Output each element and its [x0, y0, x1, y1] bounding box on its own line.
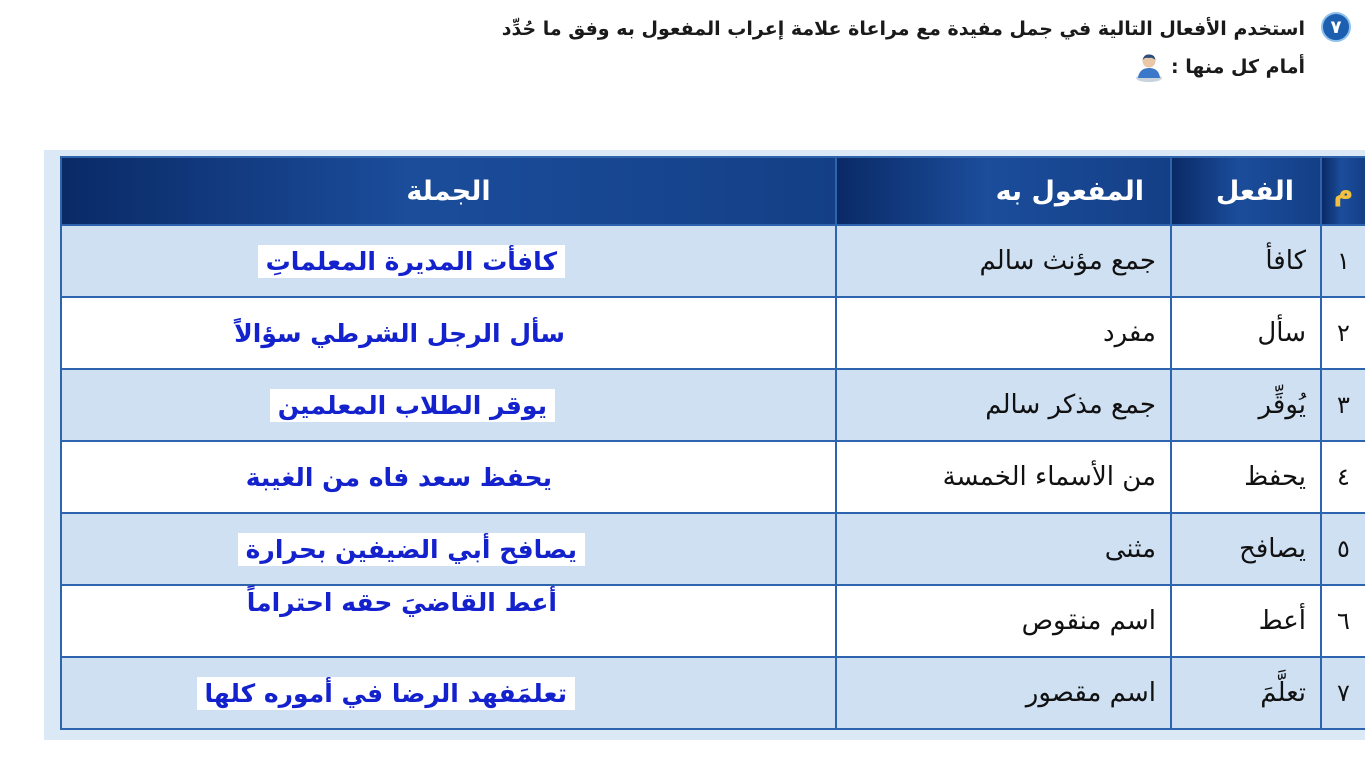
row-sentence-cell	[61, 369, 836, 441]
row-index: ٧	[1321, 657, 1365, 729]
table-row	[61, 585, 1365, 657]
table-row	[61, 657, 1365, 729]
table-header-row	[61, 157, 1365, 225]
row-sentence: يحفظ سعد فاه من الغيبة	[238, 461, 560, 494]
table-row	[61, 297, 1365, 369]
table-row	[61, 369, 1365, 441]
header-sentence: الجملة	[61, 157, 836, 225]
table-row	[61, 513, 1365, 585]
exercise-table	[60, 156, 1365, 730]
row-object-type: مثنى	[836, 513, 1171, 585]
row-object-type: مفرد	[836, 297, 1171, 369]
row-sentence-cell	[61, 225, 836, 297]
row-object-type: من الأسماء الخمسة	[836, 441, 1171, 513]
row-index: ٤	[1321, 441, 1365, 513]
row-verb: يُوقِّر	[1171, 369, 1321, 441]
row-sentence-cell	[61, 297, 836, 369]
row-object-type: جمع مذكر سالم	[836, 369, 1171, 441]
question-number-badge: ٧	[1321, 12, 1351, 42]
row-verb: سأل	[1171, 297, 1321, 369]
row-index: ٢	[1321, 297, 1365, 369]
table-row	[61, 225, 1365, 297]
row-index: ٥	[1321, 513, 1365, 585]
row-object-type: اسم مقصور	[836, 657, 1171, 729]
row-sentence: سأل الرجل الشرطي سؤالاً	[226, 317, 573, 350]
row-verb: يصافح	[1171, 513, 1321, 585]
header-verb: الفعل	[1171, 157, 1321, 225]
row-sentence-cell	[61, 657, 836, 729]
row-sentence: تعلمَفهد الرضا في أموره كلها	[197, 677, 575, 710]
table-row	[61, 441, 1365, 513]
row-verb: كافأ	[1171, 225, 1321, 297]
row-verb: أعط	[1171, 585, 1321, 657]
row-sentence-cell	[61, 585, 836, 657]
row-index: ١	[1321, 225, 1365, 297]
header-object: المفعول به	[836, 157, 1171, 225]
question-text-line1: استخدم الأفعال التالية في جمل مفيدة مع مراعاة علامة إعراب المفعول به وفق ما حُدِّد	[501, 18, 1305, 40]
row-object-type: اسم منقوص	[836, 585, 1171, 657]
question-text-line2: أمام كل منها :	[1171, 56, 1305, 78]
row-sentence: يوقر الطلاب المعلمين	[270, 389, 555, 422]
question-text-line2-wrap	[1135, 52, 1305, 82]
row-index: ٦	[1321, 585, 1365, 657]
exercise-table-panel	[44, 150, 1365, 740]
row-sentence-cell	[61, 441, 836, 513]
person-icon	[1135, 52, 1163, 82]
row-index: ٣	[1321, 369, 1365, 441]
row-sentence: كافأت المديرة المعلماتِ	[258, 245, 565, 278]
row-sentence: يصافح أبي الضيفين بحرارة	[238, 533, 585, 566]
question-block	[351, 8, 1351, 108]
header-index: م	[1321, 157, 1365, 225]
row-object-type: جمع مؤنث سالم	[836, 225, 1171, 297]
row-sentence: أعط القاضيَ حقه احتراماً	[239, 586, 565, 619]
row-verb: يحفظ	[1171, 441, 1321, 513]
row-sentence-cell	[61, 513, 836, 585]
row-verb: تعلَّمَ	[1171, 657, 1321, 729]
